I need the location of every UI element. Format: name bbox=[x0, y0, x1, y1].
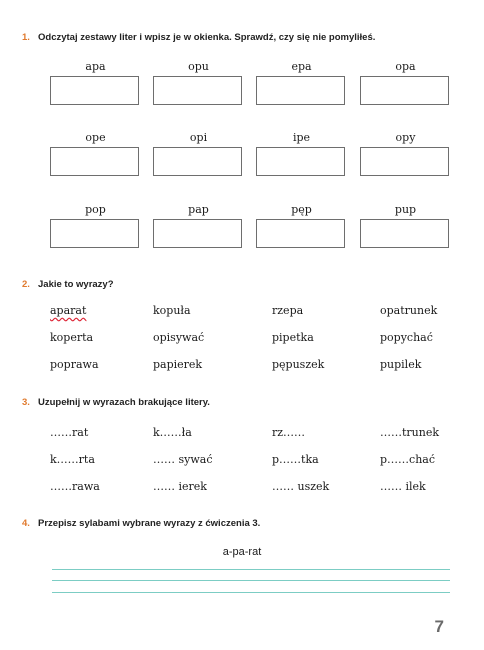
answer-box[interactable] bbox=[360, 147, 449, 176]
gap-word[interactable]: …… uszek bbox=[272, 480, 330, 493]
syllable-cell bbox=[360, 203, 451, 248]
word-item: aparat bbox=[50, 304, 87, 317]
exercise-2-instruction: 2. Jakie to wyrazy? bbox=[22, 279, 114, 290]
exercise-3-instruction: 3. Uzupełnij w wyrazach brakujące litery. bbox=[22, 397, 210, 408]
syllable-label: pęp bbox=[291, 203, 312, 216]
writing-line[interactable] bbox=[52, 569, 450, 570]
word-item: popychać bbox=[380, 331, 433, 344]
word-item: poprawa bbox=[50, 358, 99, 371]
gap-word[interactable]: k……rta bbox=[50, 453, 95, 466]
syllable-label: apa bbox=[85, 60, 106, 73]
syllable-label: opu bbox=[188, 60, 209, 73]
exercise-4-instruction: 4. Przepisz sylabami wybrane wyrazy z ćwiczenia 3. bbox=[22, 518, 261, 529]
gap-word[interactable]: ……trunek bbox=[380, 426, 440, 439]
gap-word[interactable]: …… ilek bbox=[380, 480, 426, 493]
word-item: kopuła bbox=[153, 304, 191, 317]
word-item: opisywać bbox=[153, 331, 205, 344]
gap-word[interactable]: p……chać bbox=[380, 453, 436, 466]
syllable-cell bbox=[360, 131, 451, 176]
gap-word[interactable]: p……tka bbox=[272, 453, 319, 466]
syllable-cell bbox=[50, 60, 141, 105]
syllable-label: epa bbox=[291, 60, 312, 73]
answer-box[interactable] bbox=[50, 147, 139, 176]
syllable-label: pup bbox=[394, 203, 417, 216]
syllable-cell bbox=[256, 60, 347, 105]
writing-line[interactable] bbox=[52, 592, 450, 593]
exercise-2-number: 2. bbox=[22, 279, 30, 290]
word-item: rzepa bbox=[272, 304, 304, 317]
word-item: pipetka bbox=[272, 331, 314, 344]
gap-word[interactable]: …… sywać bbox=[153, 453, 213, 466]
word-item: koperta bbox=[50, 331, 94, 344]
exercise-1-number: 1. bbox=[22, 32, 30, 43]
answer-box[interactable] bbox=[256, 76, 345, 105]
syllable-cell bbox=[153, 60, 244, 105]
exercise-4-number: 4. bbox=[22, 518, 30, 529]
word-item: papierek bbox=[153, 358, 203, 371]
syllable-cell bbox=[153, 203, 244, 248]
word-item: pępuszek bbox=[272, 358, 325, 371]
syllable-cell bbox=[256, 131, 347, 176]
syllable-label: ope bbox=[85, 131, 106, 144]
answer-box[interactable] bbox=[360, 219, 449, 248]
word-item: opatrunek bbox=[380, 304, 438, 317]
answer-box[interactable] bbox=[360, 76, 449, 105]
syllable-label: ipe bbox=[292, 131, 311, 144]
syllable-label: opy bbox=[395, 131, 416, 144]
gap-word[interactable]: ……rat bbox=[50, 426, 89, 439]
gap-word[interactable]: k……ła bbox=[153, 426, 192, 439]
syllable-cell bbox=[50, 131, 141, 176]
syllable-cell bbox=[153, 131, 244, 176]
gap-word[interactable]: …… ierek bbox=[153, 480, 207, 493]
answer-box[interactable] bbox=[153, 76, 242, 105]
answer-box[interactable] bbox=[50, 219, 139, 248]
syllable-cell bbox=[50, 203, 141, 248]
gap-word[interactable]: rz…… bbox=[272, 426, 306, 439]
syllable-label: opa bbox=[395, 60, 416, 73]
answer-box[interactable] bbox=[50, 76, 139, 105]
syllable-cell bbox=[360, 60, 451, 105]
syllable-label: pap bbox=[188, 203, 209, 216]
syllable-label: pop bbox=[85, 203, 106, 216]
page-number: 7 bbox=[434, 617, 444, 636]
word-item: pupilek bbox=[380, 358, 422, 371]
exercise-3-number: 3. bbox=[22, 397, 30, 408]
answer-box[interactable] bbox=[153, 219, 242, 248]
answer-box[interactable] bbox=[256, 219, 345, 248]
syllable-cell bbox=[256, 203, 347, 248]
syllable-label: opi bbox=[189, 131, 208, 144]
answer-box[interactable] bbox=[256, 147, 345, 176]
answer-box[interactable] bbox=[153, 147, 242, 176]
exercise-1-instruction: 1. Odczytaj zestawy liter i wpisz je w okienka. Sprawdź, czy się nie pomyliłeś. bbox=[22, 32, 376, 43]
writing-line[interactable] bbox=[52, 580, 450, 581]
model-answer: a-pa-rat bbox=[222, 546, 262, 558]
gap-word[interactable]: ……rawa bbox=[50, 480, 100, 493]
